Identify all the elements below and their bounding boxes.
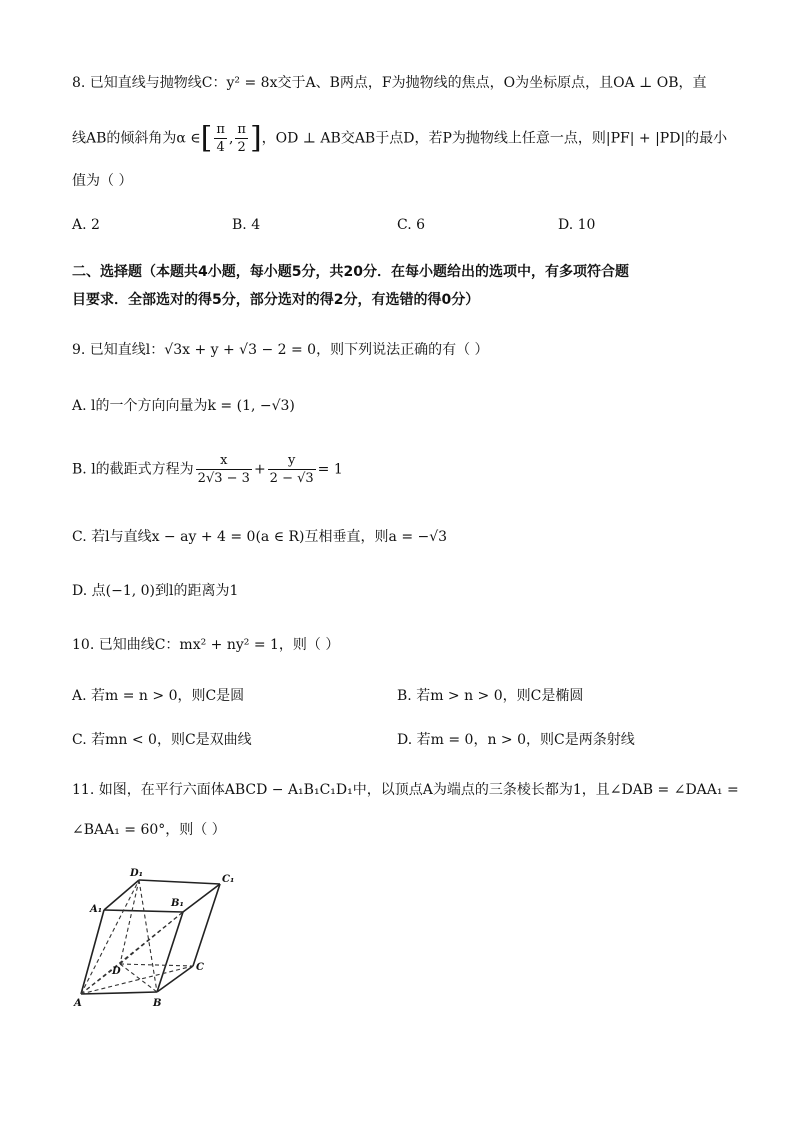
q8-option-a: A. 2 (72, 217, 100, 233)
label-d1: D₁ (130, 868, 144, 879)
section2-title-line1: 二、选择题（本题共4小题，每小题5分，共20分．在每小题给出的选项中，有多项符合题 (72, 264, 629, 280)
edge-d1-d (120, 880, 139, 964)
section2-title-line2: 目要求．全部选对的得5分，部分选对的得2分，有选错的得0分） (72, 292, 480, 308)
q8-frac-pi-4: $\frac{\pi}{4}$ (216, 122, 225, 155)
q9-stem: 9. 已知直线l：√3x + y + √3 − 2 = 0，则下列说法正确的有（ ） (72, 342, 489, 358)
q10-stem: 10. 已知曲线C：mx² + ny² = 1，则（ ） (72, 637, 340, 653)
q10-option-a: A. 若m = n > 0，则C是圆 (72, 688, 245, 704)
q9-option-a: A. l的一个方向向量为k = (1, −√3) (72, 398, 295, 414)
edge-a1-a (81, 910, 104, 994)
edge-a1-d1 (104, 880, 139, 910)
label-c: C (196, 962, 204, 973)
label-d: D (112, 966, 121, 977)
q8-line2-suffix: ，OD ⊥ AB交AB于点D，若P为抛物线上任意一点，则|PF| + |PD|的最小 (261, 130, 728, 147)
edge-b1-b (157, 912, 183, 992)
label-a: A (74, 998, 82, 1009)
q10-option-b: B. 若m > n > 0，则C是椭圆 (397, 688, 584, 704)
q8-option-d: D. 10 (558, 217, 596, 233)
label-b: B (153, 998, 162, 1009)
q11-line2: ∠BAA₁ = 60°，则（ ） (72, 822, 226, 838)
q9-option-c: C. 若l与直线x − ay + 4 = 0(a ∈ R)互相垂直，则a = −√3 (72, 529, 448, 545)
q8-frac-pi-2: $\frac{\pi}{2}$ (237, 122, 246, 155)
edge-c1-c (193, 884, 220, 966)
label-c1: C₁ (222, 874, 235, 885)
edge-c1-b1 (183, 884, 220, 912)
q9-option-d: D. 点(−1, 0)到l的距离为1 (72, 583, 239, 599)
edge-b-c (157, 966, 193, 992)
q8-option-c: C. 6 (397, 217, 426, 233)
diag-d-b (120, 964, 157, 992)
edge-d1-c1 (139, 880, 220, 884)
q8-option-b: B. 4 (232, 217, 261, 233)
edge-d-c (120, 964, 193, 966)
q10-option-d: D. 若m = 0，n > 0，则C是两条射线 (397, 732, 635, 748)
q9-frac-y: $\frac{y}{2 - √3}$ (269, 453, 314, 486)
q10-option-c: C. 若mn < 0，则C是双曲线 (72, 732, 252, 748)
q9-option-b-suffix: = 1 (317, 461, 343, 478)
label-b1: B₁ (171, 898, 184, 909)
edge-a-b (81, 992, 157, 994)
q9-frac-x: $\frac{x}{2√3 - 3}$ (197, 453, 250, 486)
q8-line1: 8. 已知直线与抛物线C：y² = 8x交于A、B两点，F为抛物线的焦点，O为坐标原点，且OA ⊥ OB，直 (72, 75, 707, 91)
q8-line2: 线AB的倾斜角为α ∈[ $\frac{\pi}{4}$ , $\frac{\pi}{2}$ ]，OD ⊥ AB交AB于点D，若P为抛物线上任意一点，则|PF| + |PD|的最小 (72, 120, 728, 156)
q11-line1: 11. 如图，在平行六面体ABCD − A₁B₁C₁D₁中，以顶点A为端点的三条棱长都为1，且∠DAB = ∠DAA₁ = (72, 782, 739, 798)
q9-option-b-prefix: B. l的截距式方程为 (72, 461, 194, 478)
q9-option-b: B. l的截距式方程为 $\frac{x}{2√3 - 3}$ + $\frac{y}{2 - √3}$ = 1 (72, 453, 343, 486)
q8-line3: 值为（ ） (72, 173, 133, 189)
diag-a-d1 (81, 880, 139, 994)
q8-line2-prefix: 线AB的倾斜角为α ∈ (72, 130, 201, 147)
label-a1: A₁ (90, 904, 103, 915)
parallelepiped-figure (72, 862, 262, 1012)
